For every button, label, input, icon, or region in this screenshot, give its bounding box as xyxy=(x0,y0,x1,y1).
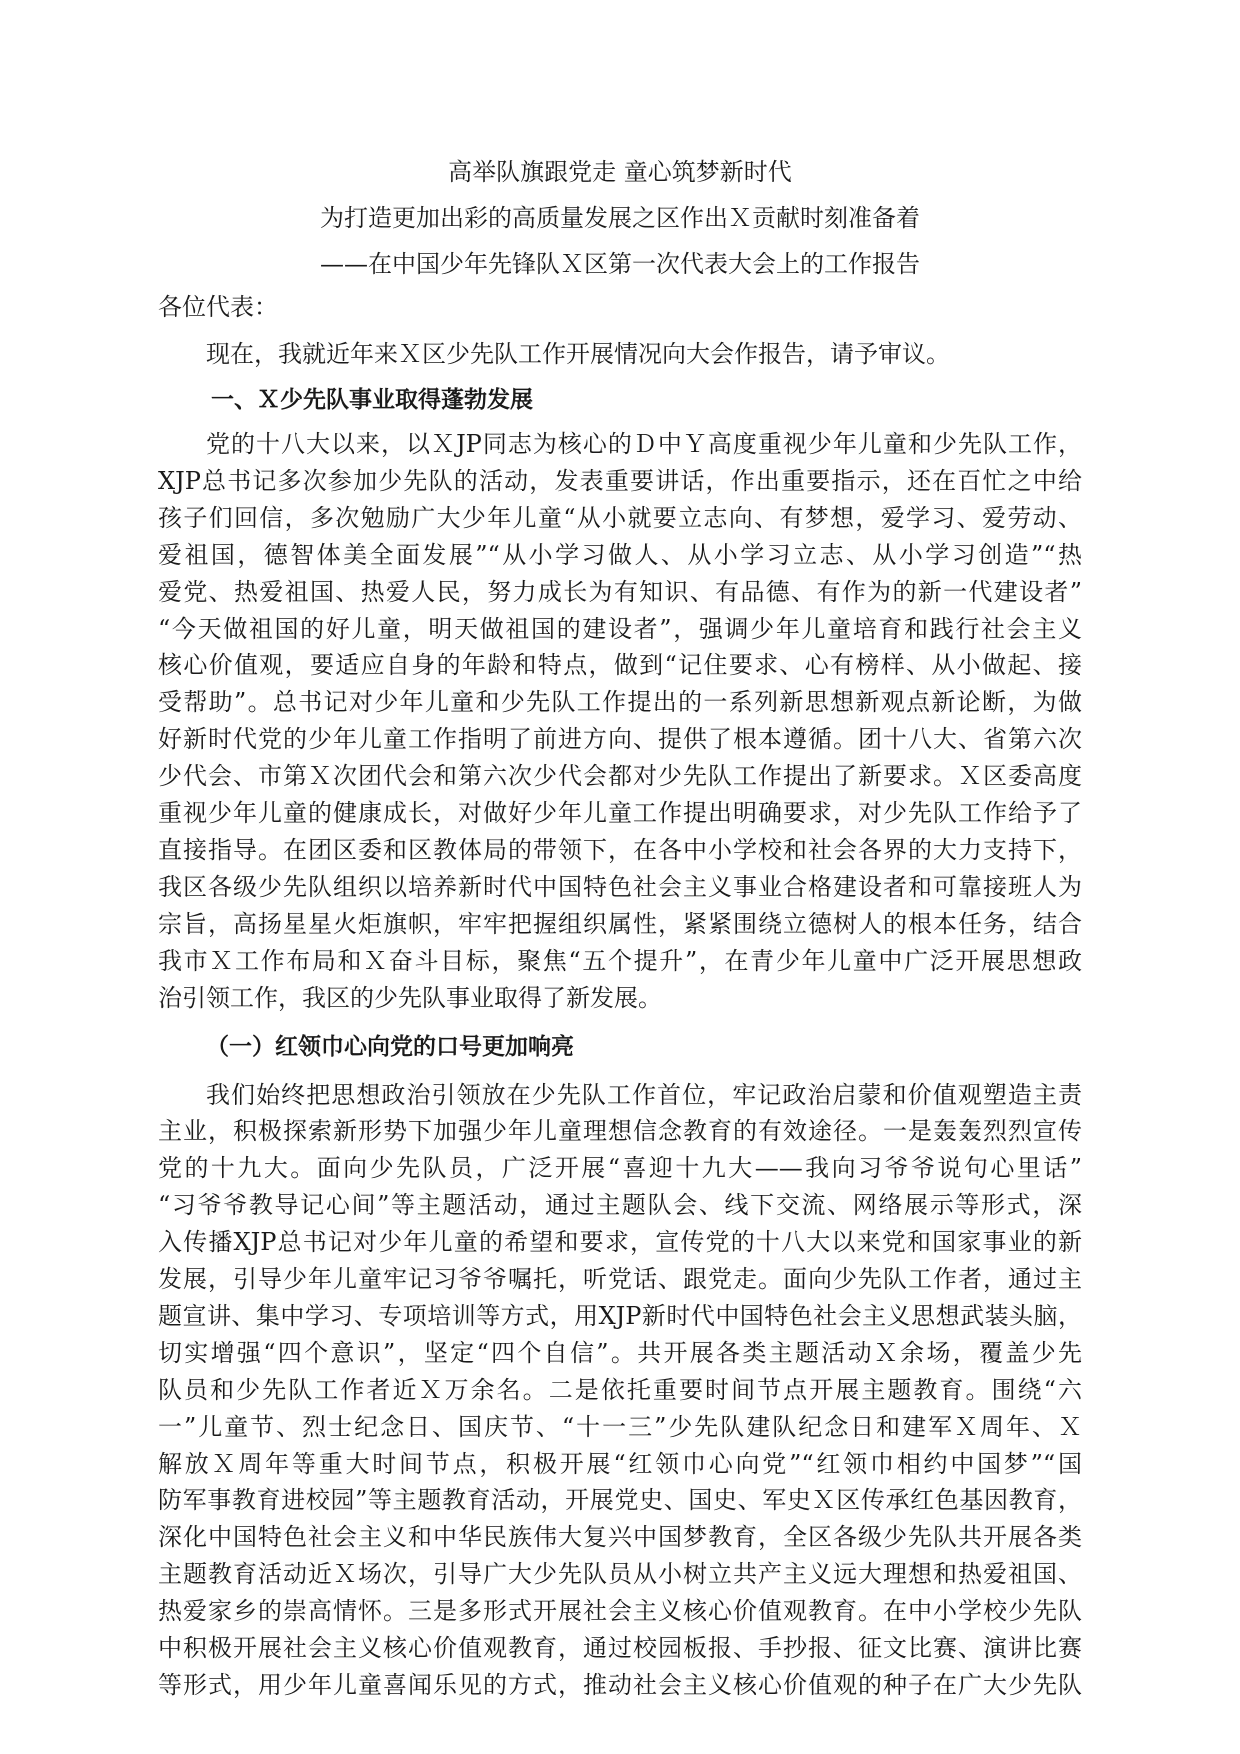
paragraph-line: 主题教育活动近Ｘ场次，引导广大少先队员从小树立共产主义远大理想和热爱祖国、 xyxy=(158,1560,1082,1589)
section-1-1-paragraph xyxy=(158,1077,1082,1704)
paragraph-line: 重视少年儿童的健康成长，对做好少年儿童工作提出明确要求，对少先队工作给予了 xyxy=(158,799,1082,828)
paragraph-line: 核心价值观，要适应自身的年龄和特点，做到“记住要求、心有榜样、从小做起、接 xyxy=(158,651,1082,680)
paragraph-line: 少代会、市第Ｘ次团代会和第六次少代会都对少先队工作提出了新要求。Ｘ区委高度 xyxy=(158,762,1082,791)
paragraph-line: 热爱家乡的崇高情怀。三是多形式开展社会主义核心价值观教育。在中小学校少先队 xyxy=(158,1597,1082,1626)
paragraph-line: 直接指导。在团区委和区教体局的带领下，在各中小学校和社会各界的大力支持下， xyxy=(158,835,1082,864)
salutation: 各位代表： xyxy=(158,293,278,321)
paragraph-line: 宗旨，高扬星星火炬旗帜，牢牢把握组织属性，紧紧围绕立德树人的根本任务，结合 xyxy=(158,909,1082,938)
paragraph-line: 等形式，用少年儿童喜闻乐见的方式，推动社会主义核心价值观的种子在广大少先队 xyxy=(158,1671,1082,1699)
intro-paragraph: 现在，我就近年来Ｘ区少先队工作开展情况向大会作报告，请予审议。 xyxy=(206,340,950,368)
paragraph-line: 发展，引导少年儿童牢记习爷爷嘱托，听党话、跟党走。面向少先队工作者，通过主 xyxy=(158,1265,1082,1294)
paragraph-line: 深化中国特色社会主义和中华民族伟大复兴中国梦教育，全区各级少先队共开展各类 xyxy=(158,1523,1082,1552)
paragraph-line: 我区各级少先队组织以培养新时代中国特色社会主义事业合格建设者和可靠接班人为 xyxy=(158,872,1082,901)
section-heading-1: 一、Ｘ少先队事业取得蓬勃发展 xyxy=(211,387,533,413)
section-1-paragraph xyxy=(158,426,1082,1017)
report-subtitle: ——在中国少年先锋队Ｘ区第一次代表大会上的工作报告 xyxy=(320,250,920,278)
paragraph-line: 治引领工作，我区的少先队事业取得了新发展。 xyxy=(158,983,662,1012)
paragraph-line: 队员和少先队工作者近Ｘ万余名。二是依托重要时间节点开展主题教育。围绕“六 xyxy=(158,1375,1082,1404)
document-page xyxy=(158,152,1082,1704)
paragraph-line: 我市Ｘ工作布局和Ｘ奋斗目标，聚焦“五个提升”，在青少年儿童中广泛开展思想政 xyxy=(158,946,1082,975)
paragraph-line: 主业，积极探索新形势下加强少年儿童理想信念教育的有效途径。一是轰轰烈烈宣传 xyxy=(158,1117,1082,1146)
paragraph-line: 入传播XJP总书记对少年儿童的希望和要求，宣传党的十八大以来党和国家事业的新 xyxy=(158,1228,1082,1257)
paragraph-line: 解放Ｘ周年等重大时间节点，积极开展“红领巾心向党”“红领巾相约中国梦”“国 xyxy=(158,1449,1082,1478)
paragraph-line: 一”儿童节、烈士纪念日、国庆节、“十一三”少先队建队纪念日和建军Ｘ周年、Ｘ xyxy=(158,1412,1082,1441)
paragraph-line: 党的十八大以来，以ＸJP同志为核心的Ｄ中Ｙ高度重视少年儿童和少先队工作， xyxy=(206,430,1082,458)
paragraph-line: 好新时代党的少年儿童工作指明了前进方向、提供了根本遵循。团十八大、省第六次 xyxy=(158,725,1082,754)
paragraph-line: 中积极开展社会主义核心价值观教育，通过校园板报、手抄报、征文比赛、演讲比赛 xyxy=(158,1634,1082,1663)
paragraph-line: 孩子们回信，多次勉励广大少年儿童“从小就要立志向、有梦想，爱学习、爱劳动、 xyxy=(158,503,1082,532)
paragraph-line: 受帮助”。总书记对少年儿童和少先队工作提出的一系列新思想新观点新论断，为做 xyxy=(158,688,1082,717)
paragraph-line: 我们始终把思想政治引领放在少先队工作首位，牢记政治启蒙和价值观塑造主责 xyxy=(206,1080,1082,1109)
subtitle: 为打造更加出彩的高质量发展之区作出Ｘ贡献时刻准备着 xyxy=(320,204,920,232)
paragraph-line: “习爷爷教导记心间”等主题活动，通过主题队会、线下交流、网络展示等形式，深 xyxy=(158,1191,1082,1220)
section-heading-1-1: （一）红领巾心向党的口号更加响亮 xyxy=(206,1033,574,1060)
paragraph-line: 爱祖国，德智体美全面发展”“从小学习做人、从小学习立志、从小学习创造”“热 xyxy=(158,540,1082,569)
paragraph-line: XJP总书记多次参加少先队的活动，发表重要讲话，作出重要指示，还在百忙之中给 xyxy=(158,466,1082,495)
paragraph-line: 防军事教育进校园”等主题教育活动，开展党史、国史、军史Ｘ区传承红色基因教育， xyxy=(158,1486,1082,1515)
paragraph-line: 切实增强“四个意识”，坚定“四个自信”。共开展各类主题活动Ｘ余场，覆盖少先 xyxy=(158,1338,1082,1367)
paragraph-line: “今天做祖国的好儿童，明天做祖国的建设者”，强调少年儿童培育和践行社会主义 xyxy=(158,614,1082,643)
paragraph-line: 党的十九大。面向少先队员，广泛开展“喜迎十九大——我向习爷爷说句心里话” xyxy=(158,1154,1082,1183)
paragraph-line: 爱党、热爱祖国、热爱人民，努力成长为有知识、有品德、有作为的新一代建设者” xyxy=(158,577,1082,606)
paragraph-line: 题宣讲、集中学习、专项培训等方式，用XJP新时代中国特色社会主义思想武装头脑， xyxy=(158,1301,1082,1330)
main-title: 高举队旗跟党走 童心筑梦新时代 xyxy=(448,158,792,186)
